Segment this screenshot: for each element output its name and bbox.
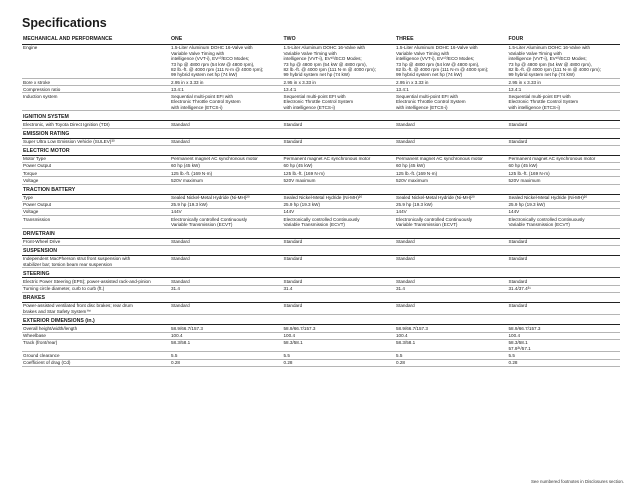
table-row bbox=[22, 93, 620, 111]
spec-label: Engine bbox=[22, 44, 170, 78]
spec-value: Standard bbox=[170, 302, 283, 315]
section-heading-row bbox=[22, 184, 620, 194]
spec-value: Standard bbox=[283, 302, 396, 315]
spec-value: 58.3/58.1 57.9³¹/57.1 bbox=[508, 339, 621, 352]
spec-value: 100.4 bbox=[283, 332, 396, 339]
section-heading: TRACTION BATTERY bbox=[22, 184, 620, 194]
spec-value: Standard bbox=[395, 278, 508, 285]
table-row bbox=[22, 86, 620, 93]
spec-value: 25.9 hp (19.3 kW) bbox=[508, 201, 621, 208]
spec-value: 13.4:1 bbox=[395, 86, 508, 93]
spec-value: 0.28 bbox=[283, 359, 396, 366]
spec-value: 58.3/58.1 bbox=[395, 339, 508, 352]
table-row bbox=[22, 155, 620, 162]
spec-value: 144V bbox=[395, 208, 508, 215]
spec-label: Compression ratio bbox=[22, 86, 170, 93]
table-row bbox=[22, 352, 620, 359]
spec-value: Standard bbox=[283, 121, 396, 128]
spec-label: Voltage bbox=[22, 177, 170, 184]
spec-value: Electronically controlled Continuously Variable Transmission (ECVT) bbox=[508, 216, 621, 229]
section-heading-row bbox=[22, 111, 620, 121]
table-row bbox=[22, 177, 620, 184]
spec-value: 60 hp (45 kW) bbox=[395, 163, 508, 170]
spec-value: Standard bbox=[508, 255, 621, 268]
spec-value: Standard bbox=[170, 255, 283, 268]
spec-value: 2.95 in x 3.33 in bbox=[170, 79, 283, 86]
table-row bbox=[22, 170, 620, 177]
spec-label: Type bbox=[22, 194, 170, 201]
spec-value: 13.4:1 bbox=[170, 86, 283, 93]
spec-value: 5.5 bbox=[508, 352, 621, 359]
section-heading: BRAKES bbox=[22, 292, 620, 302]
spec-value: Sealed Nickel-Metal Hydride (Ni-MH)²⁰ bbox=[170, 194, 283, 201]
section-heading: IGNITION SYSTEM bbox=[22, 111, 620, 121]
spec-value: Standard bbox=[283, 255, 396, 268]
spec-label: Power Output bbox=[22, 163, 170, 170]
spec-value: 125 lb.-ft. (169 N·m) bbox=[508, 170, 621, 177]
spec-value: 2.95 in x 3.33 in bbox=[395, 79, 508, 86]
spec-value: Standard bbox=[170, 278, 283, 285]
spec-value: 1.5-Liter Aluminum DOHC 16-Valve with Variable Valve Timing with intelligence (VVT-i), EV¹⁰/ECO Modes; 73 hp @ 4800 rpm (54 kW @ 4800 rpm), 82 lb.-ft. @ 4000 rpm (111 N·m @ 4000 rpm); 99 hybrid system net hp (74 kW) bbox=[170, 44, 283, 78]
spec-value: Standard bbox=[283, 238, 396, 245]
spec-value: Standard bbox=[283, 278, 396, 285]
spec-label: Turning circle diameter, curb to curb (ft.) bbox=[22, 285, 170, 292]
section-heading: SUSPENSION bbox=[22, 245, 620, 255]
spec-value: 13.4:1 bbox=[508, 86, 621, 93]
spec-value: 520V maximum bbox=[283, 177, 396, 184]
section-heading: ELECTRIC MOTOR bbox=[22, 145, 620, 155]
table-row bbox=[22, 325, 620, 332]
spec-value: 58.9/66.7/157.3 bbox=[508, 325, 621, 332]
section-heading: EMISSION RATING bbox=[22, 128, 620, 138]
specifications-table bbox=[22, 36, 620, 367]
spec-value: 144V bbox=[170, 208, 283, 215]
spec-value: 2.95 in x 3.33 in bbox=[283, 79, 396, 86]
spec-value: 5.5 bbox=[283, 352, 396, 359]
table-row bbox=[22, 44, 620, 78]
spec-value: 25.9 hp (19.3 kW) bbox=[170, 201, 283, 208]
spec-label: Wheelbase bbox=[22, 332, 170, 339]
spec-value: 5.5 bbox=[170, 352, 283, 359]
spec-value: Sealed Nickel-Metal Hydride (Ni-MH)²⁰ bbox=[395, 194, 508, 201]
spec-value: 13.4:1 bbox=[283, 86, 396, 93]
table-row bbox=[22, 79, 620, 86]
section-heading-row bbox=[22, 228, 620, 238]
table-row bbox=[22, 194, 620, 201]
table-row bbox=[22, 359, 620, 366]
spec-value: 58.3/58.1 bbox=[170, 339, 283, 352]
spec-label: Super Ultra Low Emission Vehicle (SULEV)³⁰ bbox=[22, 138, 170, 145]
spec-value: 58.9/66.7/157.3 bbox=[170, 325, 283, 332]
spec-value: Standard bbox=[508, 302, 621, 315]
section-heading-row bbox=[22, 145, 620, 155]
table-row bbox=[22, 339, 620, 352]
spec-label: Motor Type bbox=[22, 155, 170, 162]
table-header-row bbox=[22, 36, 620, 44]
spec-label: Track (front/rear) bbox=[22, 339, 170, 352]
section-heading: STEERING bbox=[22, 268, 620, 278]
spec-value: 125 lb.-ft. (169 N·m) bbox=[283, 170, 396, 177]
spec-value: 0.28 bbox=[508, 359, 621, 366]
spec-value: 520V maximum bbox=[395, 177, 508, 184]
section-heading-row bbox=[22, 128, 620, 138]
table-body bbox=[22, 44, 620, 366]
spec-label: Power-assisted ventilated front disc brakes; rear drum brakes and Star Safety System™ bbox=[22, 302, 170, 315]
spec-value: Standard bbox=[395, 121, 508, 128]
spec-value: Sequential multi-point EFI with Electronic Throttle Control System with intelligence (ETCS-i) bbox=[170, 93, 283, 111]
spec-value: Standard bbox=[395, 302, 508, 315]
spec-value: Standard bbox=[170, 238, 283, 245]
spec-label: Power Output bbox=[22, 201, 170, 208]
spec-value: 100.4 bbox=[170, 332, 283, 339]
spec-label: Front-Wheel Drive bbox=[22, 238, 170, 245]
spec-value: 5.5 bbox=[395, 352, 508, 359]
spec-value: 100.4 bbox=[508, 332, 621, 339]
spec-value: Electronically controlled Continuously Variable Transmission (ECVT) bbox=[283, 216, 396, 229]
table-row bbox=[22, 238, 620, 245]
spec-value: 2.95 in x 3.33 in bbox=[508, 79, 621, 86]
spec-value: Sequential multi-point EFI with Electronic Throttle Control System with intelligence (ETCS-i) bbox=[395, 93, 508, 111]
table-row bbox=[22, 163, 620, 170]
spec-label: Electronic, with Toyota Direct Ignition (TDI) bbox=[22, 121, 170, 128]
spec-label: Independent MacPherson strut front suspension with stabilizer bar; torsion beam rear suspension bbox=[22, 255, 170, 268]
spec-value: Sealed Nickel-Metal Hydride (Ni-MH)²⁰ bbox=[283, 194, 396, 201]
spec-value: Electronically controlled Continuously Variable Transmission (ECVT) bbox=[395, 216, 508, 229]
spec-value: 520V maximum bbox=[170, 177, 283, 184]
column-header-category: MECHANICAL AND PERFORMANCE bbox=[22, 36, 170, 44]
spec-value: Standard bbox=[508, 238, 621, 245]
spec-value: 100.4 bbox=[395, 332, 508, 339]
table-row bbox=[22, 285, 620, 292]
spec-value: Sealed Nickel-Metal Hydride (Ni-MH)²⁰ bbox=[508, 194, 621, 201]
spec-value: Permanent magnet AC synchronous motor bbox=[508, 155, 621, 162]
spec-value: Electronically controlled Continuously Variable Transmission (ECVT) bbox=[170, 216, 283, 229]
column-header-one: ONE bbox=[170, 36, 283, 44]
table-row bbox=[22, 201, 620, 208]
spec-value: 58.9/66.7/157.3 bbox=[283, 325, 396, 332]
table-row bbox=[22, 255, 620, 268]
spec-value: Standard bbox=[395, 255, 508, 268]
spec-value: Standard bbox=[395, 138, 508, 145]
spec-value: 60 hp (45 kW) bbox=[283, 163, 396, 170]
spec-value: 1.5-Liter Aluminum DOHC 16-Valve with Variable Valve Timing with intelligence (VVT-i), EV¹⁰/ECO Modes; 73 hp @ 4800 rpm (54 kW @ 4800 rpm), 82 lb.-ft. @ 4000 rpm (111 N·m @ 4000 rpm); 99 hybrid system net hp (74 kW) bbox=[283, 44, 396, 78]
spec-label: Overall height/width/length bbox=[22, 325, 170, 332]
spec-value: 125 lb.-ft. (169 N·m) bbox=[170, 170, 283, 177]
spec-value: 60 hp (45 kW) bbox=[170, 163, 283, 170]
section-heading-row bbox=[22, 268, 620, 278]
spec-label: Coefficient of drag (Cd) bbox=[22, 359, 170, 366]
spec-value: Permanent magnet AC synchronous motor bbox=[283, 155, 396, 162]
column-header-three: THREE bbox=[395, 36, 508, 44]
spec-value: 0.28 bbox=[395, 359, 508, 366]
section-heading-row bbox=[22, 245, 620, 255]
page-title: Specifications bbox=[22, 16, 107, 30]
spec-value: 58.9/66.7/157.3 bbox=[395, 325, 508, 332]
table-row bbox=[22, 216, 620, 229]
spec-value: 31.4 bbox=[283, 285, 396, 292]
table-row bbox=[22, 138, 620, 145]
section-heading: DRIVETRAIN bbox=[22, 228, 620, 238]
spec-value: 31.4/37.4³¹ bbox=[508, 285, 621, 292]
spec-value: 0.28 bbox=[170, 359, 283, 366]
spec-value: 1.5-Liter Aluminum DOHC 16-Valve with Variable Valve Timing with intelligence (VVT-i), EV¹⁰/ECO Modes; 73 hp @ 4800 rpm (54 kW @ 4800 rpm), 82 lb.-ft. @ 4000 rpm (111 N·m @ 4000 rpm); 99 hybrid system net hp (74 kW) bbox=[395, 44, 508, 78]
spec-label: Induction system bbox=[22, 93, 170, 111]
table-row bbox=[22, 278, 620, 285]
table-row bbox=[22, 208, 620, 215]
spec-value: 25.9 hp (19.3 kW) bbox=[395, 201, 508, 208]
spec-label: Ground clearance bbox=[22, 352, 170, 359]
spec-value: 31.4 bbox=[170, 285, 283, 292]
section-heading-row bbox=[22, 292, 620, 302]
spec-value: Standard bbox=[508, 121, 621, 128]
spec-label: Electric Power Steering (EPS); power-assisted rack-and-pinion bbox=[22, 278, 170, 285]
spec-value: 58.3/58.1 bbox=[283, 339, 396, 352]
spec-label: Transmission bbox=[22, 216, 170, 229]
spec-value: 125 lb.-ft. (169 N·m) bbox=[395, 170, 508, 177]
table-row bbox=[22, 121, 620, 128]
spec-value: 60 hp (45 kW) bbox=[508, 163, 621, 170]
spec-value: Standard bbox=[508, 138, 621, 145]
spec-label: Torque bbox=[22, 170, 170, 177]
spec-value: Sequential multi-point EFI with Electronic Throttle Control System with intelligence (ETCS-i) bbox=[283, 93, 396, 111]
specifications-page bbox=[22, 16, 620, 367]
column-header-four: FOUR bbox=[508, 36, 621, 44]
spec-value: Standard bbox=[170, 138, 283, 145]
footnote-text: See numbered footnotes in Disclosures section. bbox=[531, 479, 624, 484]
spec-value: Standard bbox=[508, 278, 621, 285]
spec-value: 144V bbox=[283, 208, 396, 215]
spec-value: 1.5-Liter Aluminum DOHC 16-Valve with Variable Valve Timing with intelligence (VVT-i), EV¹⁰/ECO Modes; 73 hp @ 4800 rpm (54 kW @ 4800 rpm), 82 lb.-ft. @ 4000 rpm (111 N·m @ 4000 rpm); 99 hybrid system net hp (74 kW) bbox=[508, 44, 621, 78]
spec-value: 520V maximum bbox=[508, 177, 621, 184]
spec-label: Bore x stroke bbox=[22, 79, 170, 86]
spec-value: 144V bbox=[508, 208, 621, 215]
spec-value: 25.9 hp (19.3 kW) bbox=[283, 201, 396, 208]
table-row bbox=[22, 332, 620, 339]
spec-value: Standard bbox=[395, 238, 508, 245]
section-heading-row bbox=[22, 315, 620, 325]
spec-value: Sequential multi-point EFI with Electronic Throttle Control System with intelligence (ETCS-i) bbox=[508, 93, 621, 111]
spec-value: Permanent magnet AC synchronous motor bbox=[395, 155, 508, 162]
spec-value: Standard bbox=[283, 138, 396, 145]
column-header-two: TWO bbox=[283, 36, 396, 44]
table-row bbox=[22, 302, 620, 315]
section-heading: EXTERIOR DIMENSIONS (in.) bbox=[22, 315, 620, 325]
spec-value: 31.4 bbox=[395, 285, 508, 292]
spec-label: Voltage bbox=[22, 208, 170, 215]
spec-value: Standard bbox=[170, 121, 283, 128]
spec-value: Permanent magnet AC synchronous motor bbox=[170, 155, 283, 162]
